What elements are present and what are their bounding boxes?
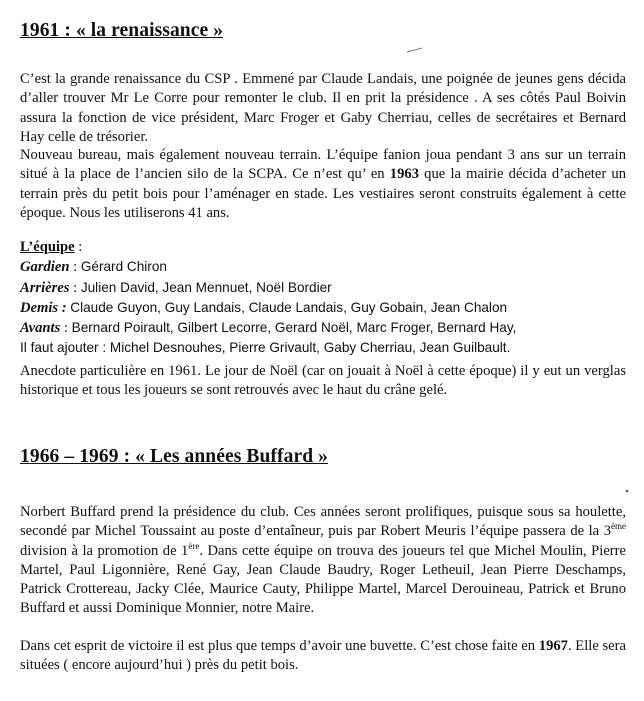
team-line-gardien xyxy=(20,257,626,277)
team-players-demis: Claude Guyon, Guy Landais, Claude Landais, Guy Gobain, Jean Chalon xyxy=(70,299,508,315)
section-heading-1966-1969: 1966 – 1969 : « Les années Buffard » xyxy=(20,446,329,467)
team-line-demis xyxy=(20,298,626,318)
buvette-text-after: . Elle sera situées ( encore aujourd’hui ) près du petit bois. xyxy=(20,638,626,674)
year-1963: 1963 xyxy=(389,166,419,183)
stray-mark xyxy=(406,46,424,54)
intro-paragraph-1: C’est la grande renaissance du CSP . Emmené par Claude Landais, une poignée de jeunes gens décida d’aller trouver Mr Le Corre pour remonter le club. Il en prit la présidence . A ses côtés Paul Boivin assura la fonction de vice président, Marc Froger et Gaby Cherriau, celles de secrétaires et Bernard Hay celle de trésorier. xyxy=(20,71,626,145)
superscript-ere: ère xyxy=(188,540,200,551)
team-label-demis: Demis : xyxy=(20,299,67,316)
year-1967: 1967 xyxy=(538,638,568,654)
intro-paragraph-2 xyxy=(20,146,626,223)
team-title-line xyxy=(20,238,626,257)
buvette-text-before: Dans cet esprit de victoire il est plus que temps d’avoir une buvette. C’est chose faite en xyxy=(20,638,539,654)
intro-text-before: Nouveau bureau, mais également nouveau terrain. L’équipe fanion joua pendant 3 ans sur un terrain situé à la place de l’ancien silo de la SCPA. Ce n’est qu’ en xyxy=(20,147,626,183)
team-label-arrieres: Arrières xyxy=(20,279,70,296)
anecdote-paragraph: Anecdote particulière en 1961. Le jour de Noël (car on jouait à Noël à cette époque) il y eut un verglas historique et tous les joueurs se sont retrouvés avec le haut du crâne gelé. xyxy=(20,363,626,399)
buffard-paragraph-1 xyxy=(20,503,626,619)
buffard-text-c: . Dans cette équipe on trouva des joueurs tel que Michel Moulin, Pierre Martel, Paul Ligonnière, René Gay, Jean Claude Baudry, Roger Letheuil, Jean Pierre Deschamps, Patrick Crottereau, Jacky Clée, Maurice Cauty, Philippe Martel, Marcel Derouineau, Patrick et Bruno Buffard et aussi Dominique Monnier, notre Maire. xyxy=(20,542,626,617)
intro-text-after: que la mairie décida d’acheter un terrain près du petit bois pour l’aménager en stade. Les vestiaires seront construits également à cette époque. Nous les utiliserons 41 ans. xyxy=(20,166,626,221)
team-label-avants: Avants xyxy=(20,320,61,337)
team-line-arrieres xyxy=(20,278,626,298)
buffard-text-a: Norbert Buffard prend la présidence du club. Ces années seront prolifiques, puisque sous sa houlette, secondé par Michel Toussaint au poste d’entaîneur, puis par Robert Meuris l’équipe passera de la 3 xyxy=(20,504,626,540)
team-players-gardien: Gérard Chiron xyxy=(80,259,167,275)
team-players-arrieres: Julien David, Jean Mennuet, Noël Bordier xyxy=(80,279,332,295)
team-sep: : xyxy=(60,320,72,337)
team-label-gardien: Gardien xyxy=(20,259,70,276)
team-title: L’équipe xyxy=(20,239,75,255)
team-players-avants: Bernard Poirault, Gilbert Lecorre, Gerard Noël, Marc Froger, Bernard Hay, xyxy=(71,320,517,336)
section-heading-1961: 1961 : « la renaissance » xyxy=(20,20,224,41)
team-line-avants xyxy=(20,318,626,338)
buffard-text-b: division à la promotion de 1 xyxy=(20,542,189,559)
team-extra-line: Il faut ajouter : Michel Desnouhes, Pierre Grivault, Gaby Cherriau, Jean Guilbault. xyxy=(20,340,511,356)
superscript-eme: ème xyxy=(611,521,626,532)
stray-dot xyxy=(624,488,630,494)
team-sep: : xyxy=(69,279,81,296)
team-sep: : xyxy=(69,259,81,276)
team-title-suffix: : xyxy=(74,239,83,255)
buffard-paragraph-2 xyxy=(20,637,626,676)
team-block xyxy=(20,238,626,358)
